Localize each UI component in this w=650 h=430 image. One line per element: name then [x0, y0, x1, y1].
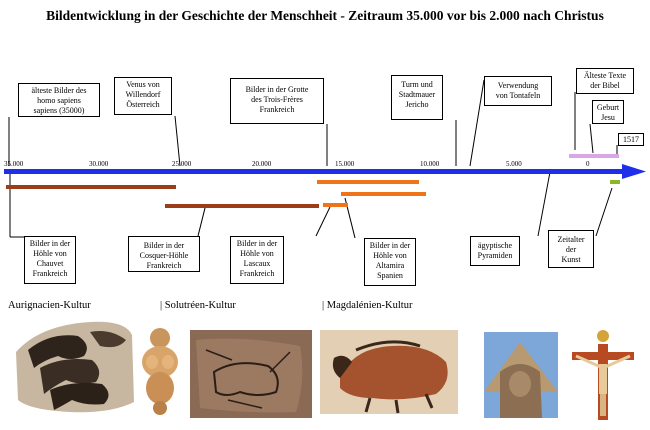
- page-title: Bildentwicklung in der Geschichte der Menschheit - Zeitraum 35.000 vor bis 2.000 nach Christus: [46, 8, 604, 23]
- tick-label: 25.000: [172, 160, 192, 168]
- label-tontafeln: Verwendung von Tontafeln: [484, 76, 552, 106]
- tick-label: 0: [586, 160, 590, 168]
- label-1517: 1517: [618, 133, 644, 146]
- tick-label: 15.000: [335, 160, 355, 168]
- tick-label: 10.000: [420, 160, 440, 168]
- tick-label: 35.000: [4, 160, 24, 168]
- chauvet-horses-painting-icon: [16, 322, 134, 413]
- label-cosquer: Bilder in der Cosquer-Höhle Frankreich: [128, 236, 200, 272]
- label-lascaux: Bilder in der Höhle von Lascaux Frankreich: [230, 236, 284, 284]
- label-venus-willendorf: Venus von Willendorf Österreich: [114, 77, 172, 115]
- altamira-bison-painting-icon: [320, 330, 458, 414]
- culture-aurignacien: Aurignacien-Kultur: [8, 300, 91, 311]
- sphinx-and-pyramid-icon: [484, 332, 558, 418]
- label-chauvet: Bilder in der Höhle von Chauvet Frankreich: [24, 236, 76, 284]
- label-birth-jesus: Geburt Jesu: [592, 100, 624, 124]
- venus-figurine-icon: [142, 328, 178, 415]
- label-oldest-pictures: älteste Bilder des homo sapiens sapiens (35000): [18, 83, 100, 117]
- tick-label: 5.000: [506, 160, 522, 168]
- label-altamira: Bilder in der Höhle von Altamira Spanien: [364, 238, 416, 286]
- label-oldest-bible-texts: Älteste Texte der Bibel: [576, 68, 634, 94]
- label-trois-freres: Bilder in der Grotte des Trois-Frères Frankreich: [230, 78, 324, 124]
- culture-solutreen: | Solutréen-Kultur: [160, 300, 236, 311]
- crucifix-painting-icon: [572, 330, 634, 420]
- label-zeitalter-kunst: Zeitalter der Kunst: [548, 230, 594, 268]
- tick-label: 20.000: [252, 160, 272, 168]
- label-pyramiden: ägyptische Pyramiden: [470, 236, 520, 266]
- label-jericho: Turm und Stadtmauer Jericho: [391, 75, 443, 120]
- culture-magdalenien: | Magdalénien-Kultur: [322, 300, 413, 311]
- cave-animal-engraving-icon: [190, 330, 312, 418]
- tick-label: 30.000: [89, 160, 109, 168]
